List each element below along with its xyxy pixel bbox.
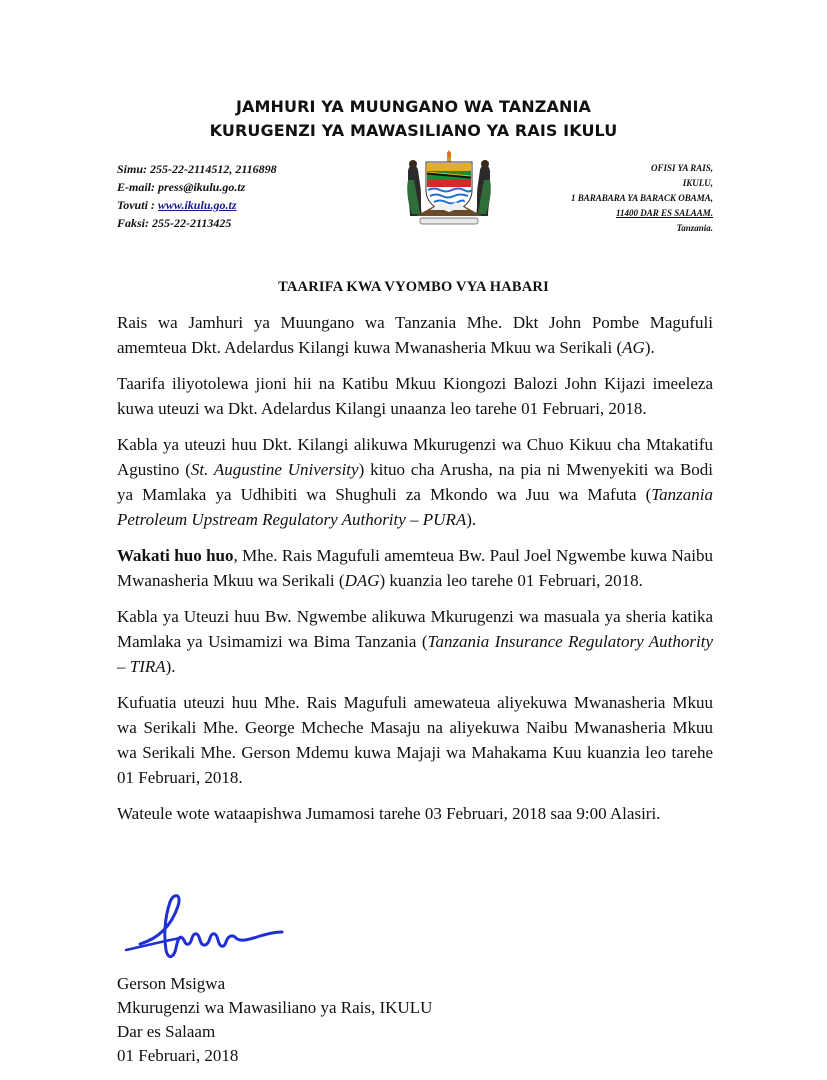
fax-text: Faksi: 255-22-2113425 — [117, 216, 232, 230]
p4-text-b: ) kuanzia leo tarehe 01 Februari, 2018. — [379, 571, 643, 590]
address-line-1: OFISI YA RAIS, — [651, 163, 713, 173]
address-line-4: 11400 DAR ES SALAAM. — [615, 208, 713, 218]
p3-text-b: ) kituo cha Arusha, na pia ni Mwenyekiti wa Bodi ya Mamlaka ya Udhibiti wa Shughuli za Mkondo wa Juu wa Mafuta ( — [117, 460, 714, 504]
p3-italic-2: Tanzania Petroleum Upstream Regulatory Authority – PURA — [117, 485, 713, 529]
p4-bold: Wakati huo huo — [117, 546, 234, 565]
p1-italic: AG — [622, 338, 645, 357]
p5-italic: Tanzania Insurance Regulatory Authority – TIRA — [117, 632, 713, 676]
tanzania-coat-of-arms-icon — [402, 150, 496, 226]
phone-text: Simu: 255-22-2114512, 2116898 — [117, 162, 277, 176]
document-title: TAARIFA KWA VYOMBO VYA HABARI — [278, 279, 549, 295]
p1-text-b: ). — [644, 338, 655, 357]
paragraph-6: Kufuatia uteuzi huu Mhe. Rais Magufuli amewateua aliyekuwa Mwanasheria Mkuu wa Serikali Mhe. George Mcheche Masaju na aliyekuwa Naibu Mwanasheria Mkuu wa Serikali Mhe. Gerson Mdemu kuwa Majaji wa Mahakama Kuu kuanzia leo tarehe 01 Februari, 2018. — [117, 693, 713, 787]
press-release-body — [117, 310, 713, 837]
paragraph-3 — [117, 432, 713, 532]
paragraph-4 — [117, 543, 713, 593]
paragraph-1 — [117, 310, 713, 360]
contact-block — [117, 160, 277, 232]
p3-text-a: Kabla ya uteuzi huu Dkt. Kilangi alikuwa Mkurugenzi wa Chuo Kikuu cha Mtakatifu Agustino ( — [117, 435, 713, 479]
p3-italic-1: St. Augustine University — [190, 460, 359, 479]
p5-text-a: Kabla ya Uteuzi huu Bw. Ngwembe alikuwa Mkurugenzi wa masuala ya sheria katika Mamlaka ya Usimamizi wa Bima Tanzania ( — [117, 607, 713, 651]
website-link[interactable]: www.ikulu.go.tz — [157, 198, 237, 212]
header-line-2: KURUGENZI YA MAWASILIANO YA RAIS IKULU — [209, 121, 618, 140]
header-line-1: JAMHURI YA MUUNGANO WA TANZANIA — [235, 97, 591, 116]
p4-italic: DAG — [344, 571, 380, 590]
address-block — [571, 161, 713, 236]
signatory-position: Mkurugenzi wa Mawasiliano ya Rais, IKULU — [117, 998, 433, 1017]
handwritten-signature-icon — [120, 888, 285, 968]
paragraph-7: Wateule wote wataapishwa Jumamosi tarehe 03 Februari, 2018 saa 9:00 Alasiri. — [117, 804, 661, 823]
p5-text-b: ). — [165, 657, 176, 676]
signatory-name: Gerson Msigwa — [117, 974, 226, 993]
address-line-5: Tanzania. — [676, 223, 713, 233]
p1-text-a: Rais wa Jamhuri ya Muungano wa Tanzania Mhe. Dkt John Pombe Magufuli amemteua Dkt. Adelardus Kilangi kuwa Mwanasheria Mkuu wa Serikali ( — [117, 313, 713, 357]
website-line — [117, 196, 277, 214]
website-label: Tovuti : — [117, 198, 158, 212]
p4-text-a: , Mhe. Rais Magufuli amemteua Bw. Paul Joel Ngwembe kuwa Naibu Mwanasheria Mkuu wa Serikali ( — [117, 546, 713, 590]
paragraph-5 — [117, 604, 713, 679]
p3-text-c: ). — [466, 510, 477, 529]
place-text: Dar es Salaam — [117, 1022, 216, 1041]
paragraph-2: Taarifa iliyotolewa jioni hii na Katibu Mkuu Kiongozi Balozi John Kijazi imeeleza kuwa uteuzi wa Dkt. Adelardus Kilangi unaanza leo tarehe 01 Februari, 2018. — [117, 374, 713, 418]
address-line-2: IKULU, — [682, 178, 713, 188]
email-text: E-mail: press@ikulu.go.tz — [117, 180, 246, 194]
closing-block — [117, 972, 432, 1068]
address-line-3: 1 BARABARA YA BARACK OBAMA, — [571, 193, 713, 203]
date-text: 01 Februari, 2018 — [117, 1046, 239, 1065]
